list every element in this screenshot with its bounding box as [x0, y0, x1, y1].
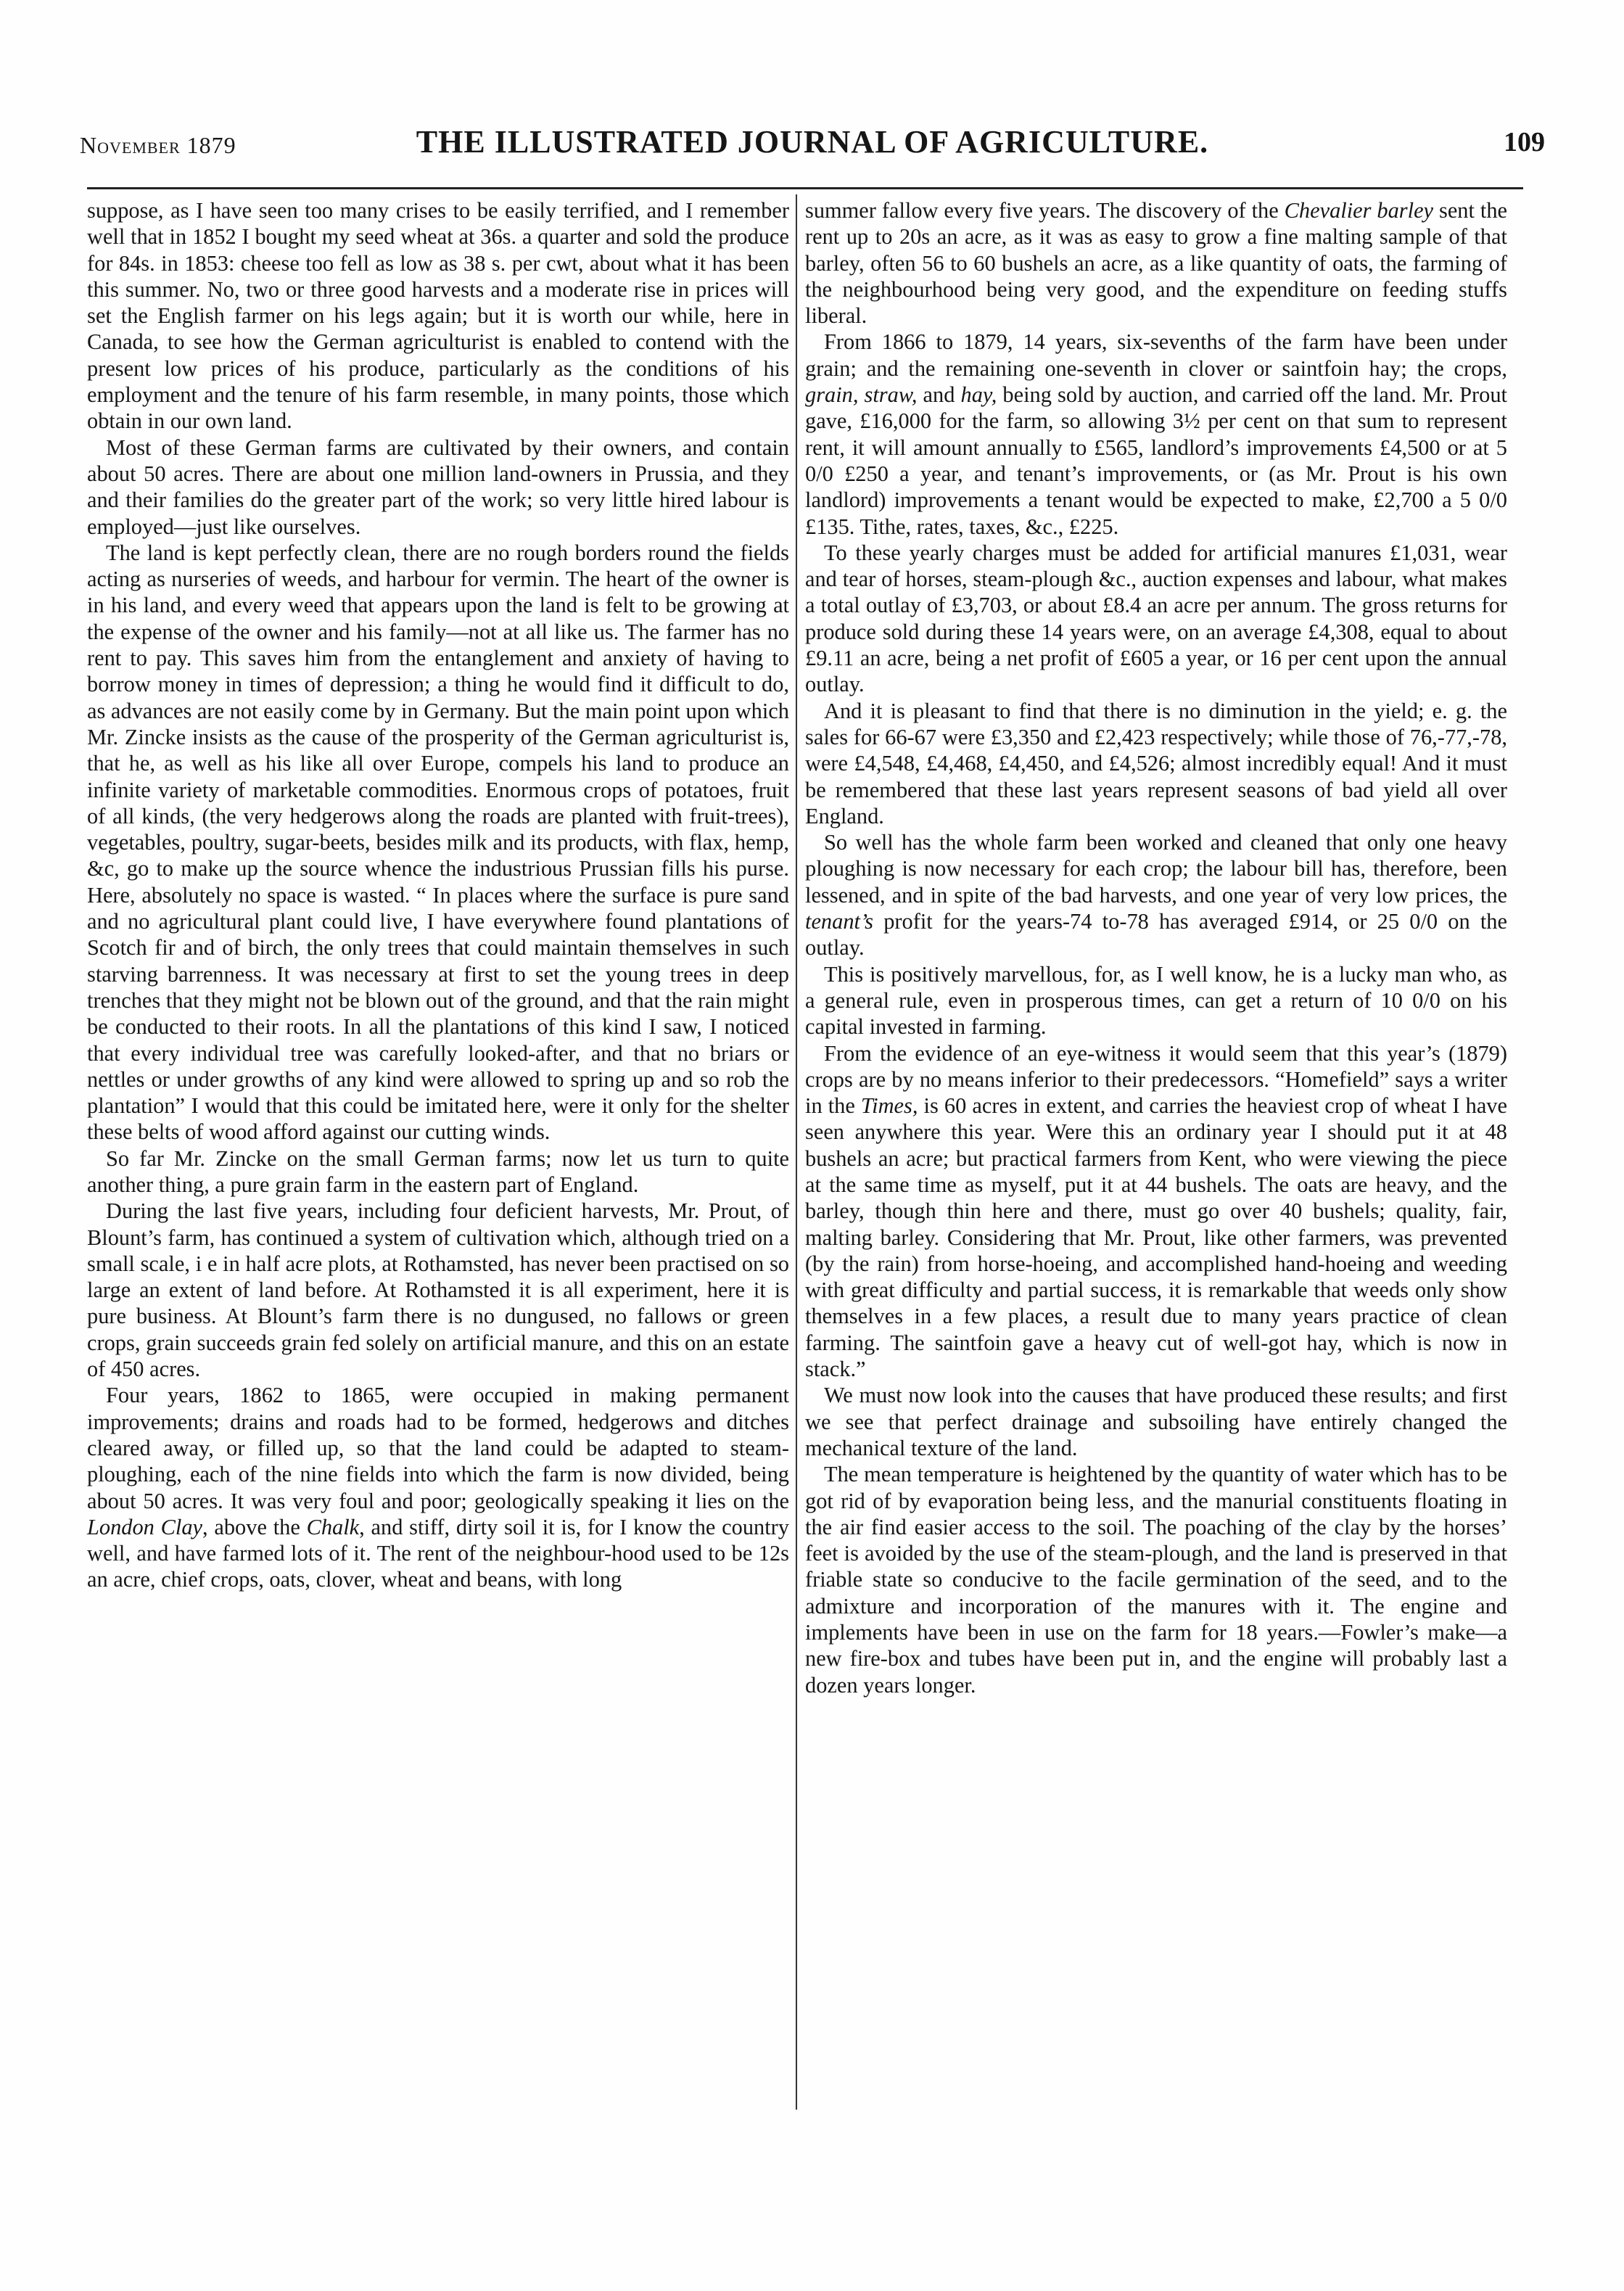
header-rule: [87, 187, 1523, 189]
italic-term: London Clay: [87, 1514, 203, 1539]
text-run: , and stiff, dirty soil it is, for I know the country well, and have farmed lots of it. The rent of the neighbour-hood used to be 12s an acre, chief crops, oats, clover, wheat and beans, with long: [87, 1514, 790, 1592]
right-column: [805, 197, 1507, 1698]
text-run: sent the rent up to 20s an acre, as it was as easy to grow a fine malting sample of that barley, often 56 to 60 bushels an acre, as a like quantity of oats, the farming of the neighbourhood being very good, and the expenditure on feeding stuffs liberal.: [805, 198, 1507, 329]
paragraph: [805, 829, 1507, 961]
paragraph: [805, 1040, 1507, 1383]
paragraph: The land is kept perfectly clean, there are no rough borders round the fields acting as nurseries of weeds, and harbour for vermin. The heart of the owner is in his land, and every weed that appears upon the land is felt to be growing at the expense of the owner and his family—not at all like us. The farmer has no rent to pay. This saves him from the entanglement and anxiety of having to borrow money in times of depression; a thing he would find it difficult to do, as advances are not easily come by in Germany. But the main point upon which Mr. Zincke insists as the cause of the prosperity of the German agriculturist is, that he, as well as his like all over Europe, compels his land to produce an infinite variety of marketable commodities. Enormous crops of potatoes, fruit of all kinds, (the very hedgerows along the roads are planted with fruit-trees), vegetables, poultry, sugar-beets, besides milk and its products, with flax, hemp, &c, go to make up the source whence the industrious Prussian fills his purse. Here, absolutely no space is wasted. “ In places where the surface is pure sand and no agricultural plant could live, I have everywhere found plantations of Scotch fir and of birch, the only trees that could maintain themselves in such starving barrenness. It was necessary at first to set the young trees in deep trenches that they might not be blown out of the ground, and that the rain might be conducted to their roots. In all the plantations of this kind I saw, I noticed that every individual tree was carefully looked-after, and that no briars or nettles or under growths of any kind were allowed to spring up and so rob the plantation” I would that this could be imitated here, were it only for the shelter these belts of wood afford against our cutting winds.: [87, 540, 789, 1145]
text-run: From 1866 to 1879, 14 years, six-sevenths of the farm have been under grain; and the remaining one-seventh in clover or saintfoin hay; the crops,: [805, 329, 1507, 381]
text-run: profit for the years-74 to-78 has averaged £914, or 25 0/0 on the outlay.: [805, 909, 1507, 961]
paragraph: During the last five years, including four deficient harvests, Mr. Prout, of Blount’s farm, has continued a system of cultivation which, although tried on a small scale, i e in half acre plots, at Rothamsted, has never been practised on so large an extent of land before. At Rothamsted it is all experiment, here it is pure business. At Blount’s farm there is no dungused, no fallows or green crops, grain succeeds grain fed solely on artificial manure, and this on an estate of 450 acres.: [87, 1198, 789, 1382]
text-run: Four years, 1862 to 1865, were occupied in making permanent improvements; drains and roads had to be formed, hedgerows and ditches cleared away, or filled up, so that the land could be adapted to steam-ploughing, each of the nine fields into which the farm is now divided, being about 50 acres. It was very foul and poor; geologically speaking it lies on the: [87, 1383, 789, 1513]
paragraph: suppose, as I have seen too many crises to be easily terrified, and I remember well that in 1852 I bought my seed wheat at 36s. a quarter and sold the produce for 84s. in 1853: cheese too fell as low as 38 s. per cwt, about what it has been this summer. No, two or three good harvests and a moderate rise in prices will set the English farmer on his legs again; but it is worth our while, here in Canada, to see how the German agriculturist is enabled to contend with the present low prices of his produce, particularly as the conditions of his employment and the tenure of his farm resemble, in many points, those which obtain in our own land.: [87, 198, 789, 434]
issue-date: November 1879: [80, 132, 236, 158]
italic-term: grain, straw,: [805, 382, 918, 408]
journal-title: THE ILLUSTRATED JOURNAL OF AGRICULTURE.: [416, 124, 1209, 160]
paragraph: The mean temperature is heightened by the quantity of water which has to be got rid of by evaporation being less, and the manurial constituents floating in the air find easier access to the soil. The poaching of the clay by the horses’ feet is avoided by the use of the steam-plough, and the land is preserved in that friable state so conducive to the facile germination of the seed, and to the admixture and incorporation of the manures with it. The engine and implements have been in use on the farm for 18 years.—Fowler’s make—a new fire-box and tubes have been put in, and the engine will probably last a dozen years longer.: [805, 1462, 1507, 1698]
paragraph: We must now look into the causes that have produced these results; and first we see that perfect drainage and subsoiling have entirely changed the mechanical texture of the land.: [805, 1383, 1507, 1460]
italic-term: Chalk: [306, 1514, 360, 1539]
column-divider: [796, 194, 797, 2110]
italic-term: tenant’s: [805, 909, 873, 934]
paragraph: And it is pleasant to find that there is no diminution in the yield; e. g. the sales for 66-67 were £3,350 and £2,423 respectively; while those of 76,-77,-78, were £4,548, £4,468, £4,450, and £4,526; almost incredibly equal! And it must be remembered that these last years represent seasons of bad yield all over England.: [805, 698, 1507, 828]
paragraph: [805, 197, 1507, 329]
paragraph: This is positively marvellous, for, as I well know, he is a lucky man who, as a general rule, even in prosperous times, can get a return of 10 0/0 on his capital invested in farming.: [805, 961, 1507, 1040]
italic-term: hay,: [960, 382, 997, 408]
running-head: [80, 123, 1545, 167]
text-run: and: [917, 382, 961, 408]
paragraph: [87, 1382, 789, 1592]
italic-term: Times,: [860, 1093, 918, 1119]
text-run: So well has the whole farm been worked and cleaned that only one heavy ploughing is now necessary for each crop; the labour bill has, therefore, been lessened, and in spite of the bad harvests, and one year of very low prices, the: [805, 830, 1507, 908]
italic-term: Chevalier barley: [1284, 198, 1434, 223]
paragraph: Most of these German farms are cultivated by their owners, and contain about 50 acres. There are about one million land-owners in Prussia, and they and their families do the greater part of the work; so very little hired labour is employed—just like ourselves.: [87, 435, 789, 539]
text-run: summer fallow every five years. The discovery of the: [805, 198, 1285, 223]
text-run: being sold by auction, and carried off the land. Mr. Prout gave, £16,000 for the farm, so allowing 3½ per cent on that sum to represent rent, it will amount annually to £565, landlord’s improvements £4,500 or at 5 0/0 £250 a year, and tenant’s improvements, or (as Mr. Prout is his own landlord) improvements a tenant would be expected to make, £2,700 a 5 0/0 £135. Tithe, rates, taxes, &c., £225.: [805, 382, 1507, 539]
paragraph: So far Mr. Zincke on the small German farms; now let us turn to quite another thing, a pure grain farm in the eastern part of England.: [87, 1146, 789, 1197]
left-column: [87, 197, 789, 1593]
text-run: From the evidence of an eye-witness it would seem that this year’s (1879) crops are by no means inferior to their predecessors. “Homefield” says a writer in the: [805, 1040, 1507, 1119]
text-run: is 60 acres in extent, and carries the heaviest crop of wheat I have seen anywhere this year. Were this an ordinary year I should put it at 48 bushels an acre; but practical farmers from Kent, who were viewing the piece at the same time as myself, put it at 44 bushels. The oats are heavy, and the barley, though thin here and there, must go over 40 bushels; quality, fair, malting barley. Considering that Mr. Prout, like other farmers, was prevented (by the rain) from horse-hoeing, and accomplished hand-hoeing and weeding with great difficulty and partial success, it is remarkable that weeds only show themselves in a few places, a result due to many years practice of clean farming. The saintfoin gave a heavy cut of well-got hay, which is now in stack.”: [805, 1093, 1507, 1382]
paragraph: To these yearly charges must be added for artificial manures £1,031, wear and tear of horses, steam-plough &c., auction expenses and labour, what makes a total outlay of £3,703, or about £8.4 an acre per annum. The gross returns for produce sold during these 14 years were, on an average £4,308, equal to about £9.11 an acre, being a net profit of £605 a year, or 16 per cent upon the annual outlay.: [805, 540, 1507, 697]
page-number: 109: [1504, 127, 1545, 157]
paragraph: [805, 329, 1507, 539]
text-run: , above the: [202, 1514, 307, 1539]
